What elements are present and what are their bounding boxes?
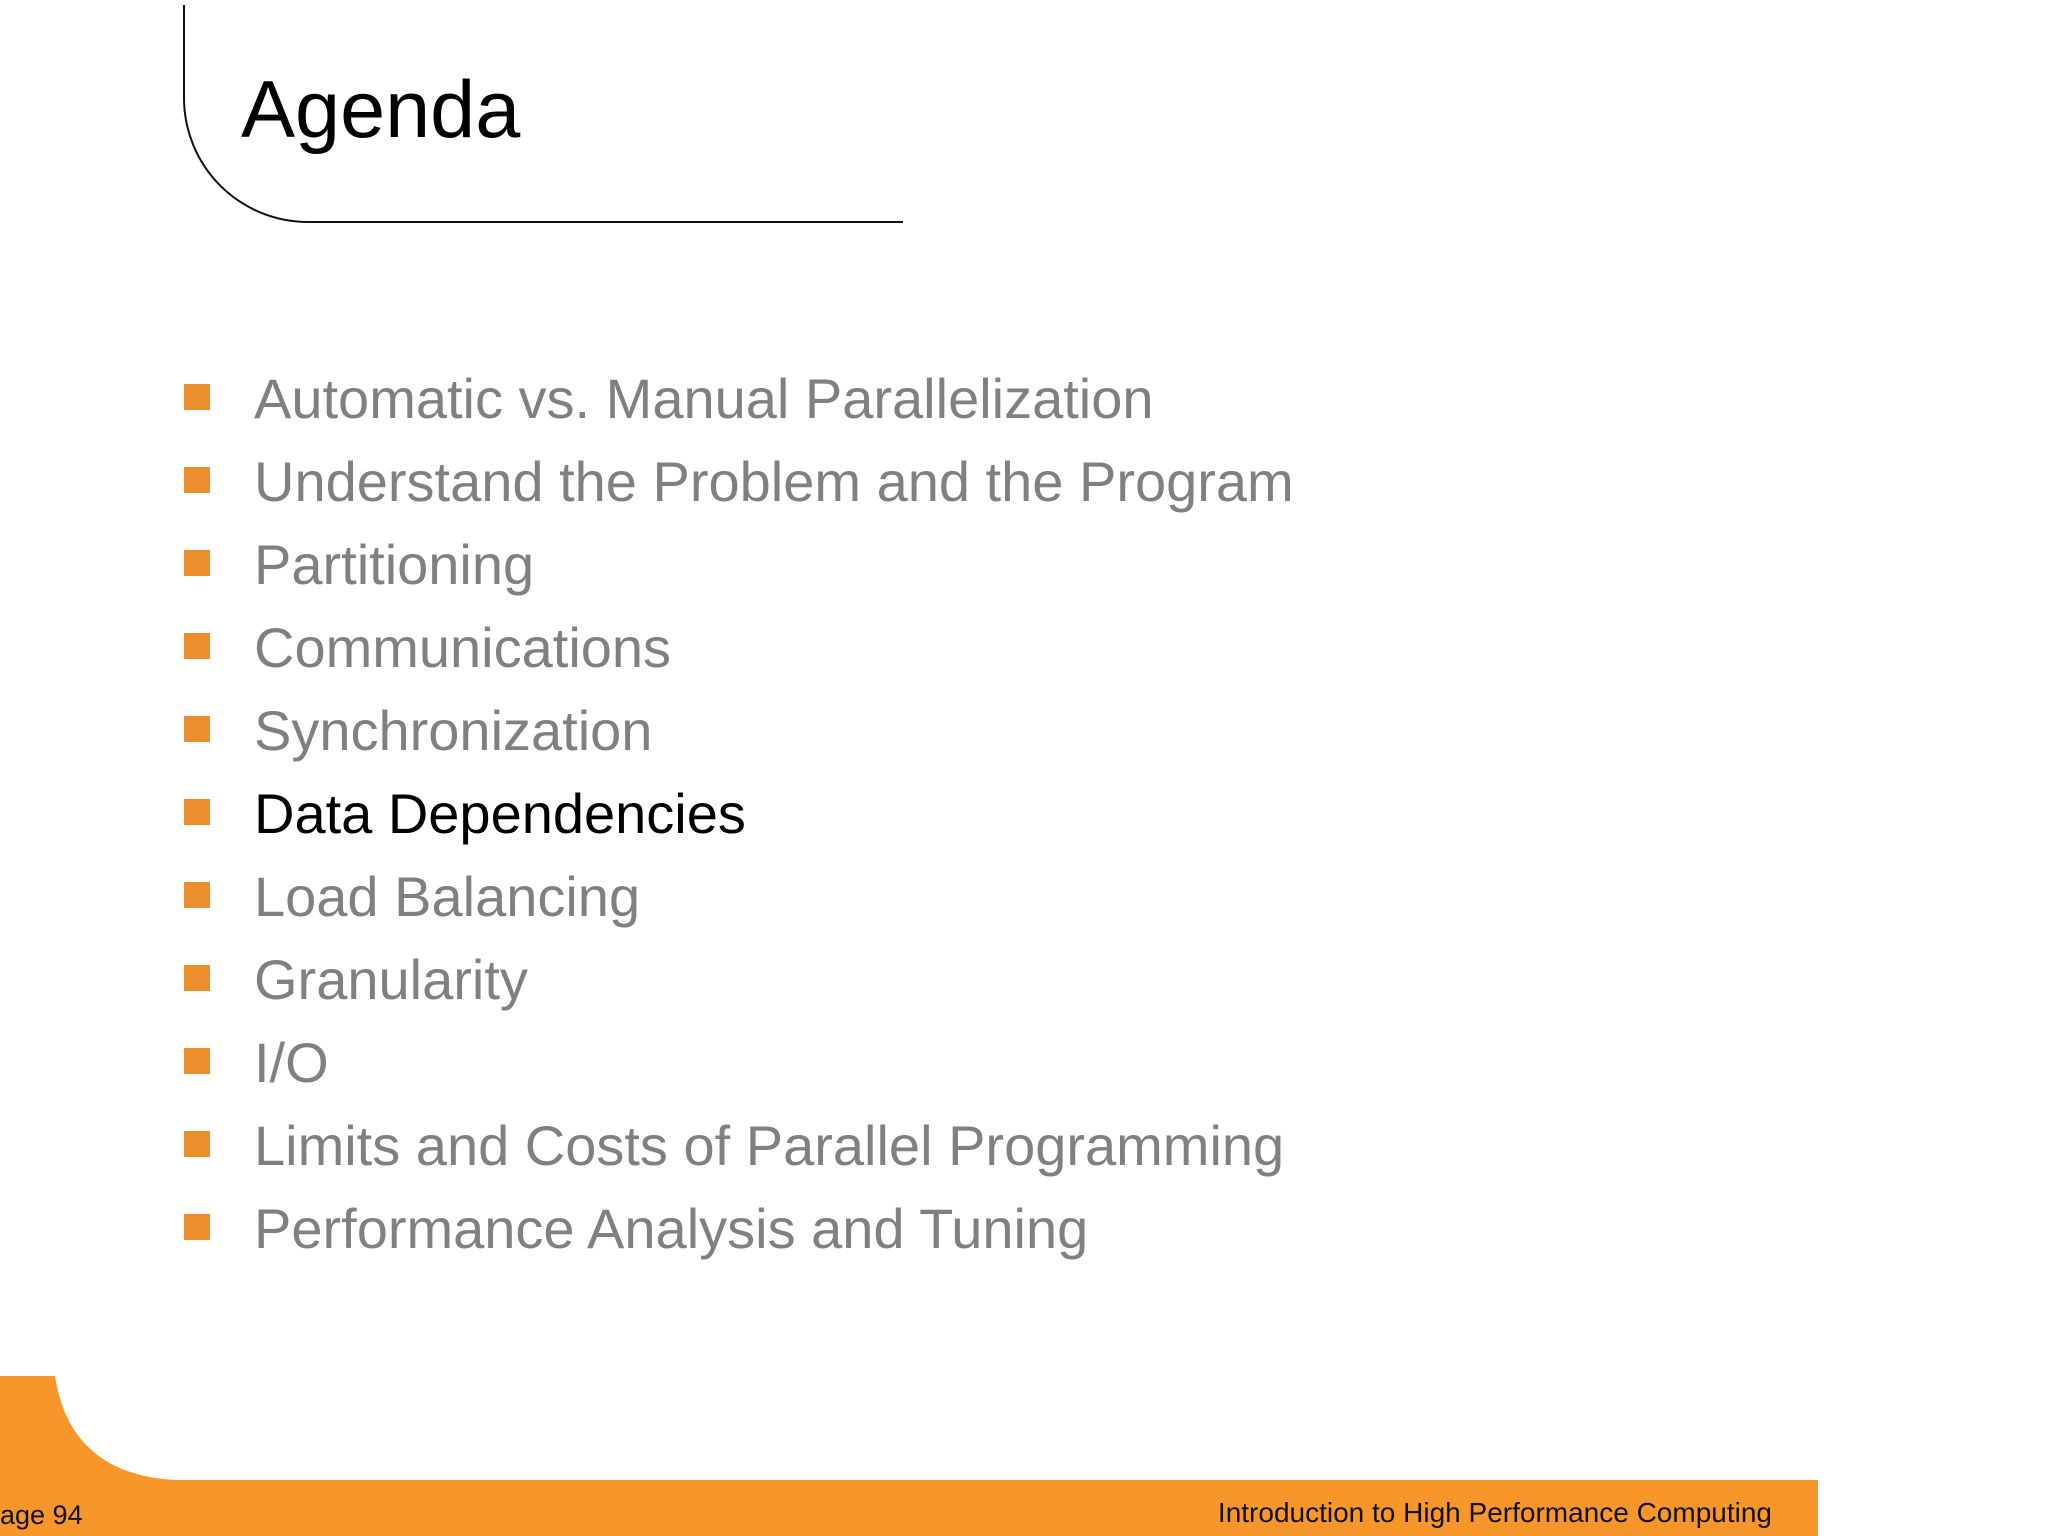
square-bullet-icon [184, 1048, 210, 1074]
page-number: age 94 [0, 1500, 83, 1530]
agenda-item-label: Load Balancing [254, 864, 641, 928]
square-bullet-icon [184, 633, 210, 659]
agenda-item [184, 523, 1294, 606]
agenda-item [184, 689, 1294, 772]
agenda-item-label: Data Dependencies [254, 781, 746, 845]
square-bullet-icon [184, 467, 210, 493]
footer-deck-title: Introduction to High Performance Computing [1217, 1497, 1772, 1528]
agenda-item-label: Partitioning [254, 532, 535, 596]
agenda-item-label: Limits and Costs of Parallel Programming [254, 1113, 1285, 1177]
square-bullet-icon [184, 1131, 210, 1157]
agenda-item-label: I/O [254, 1030, 329, 1094]
agenda-item [184, 440, 1294, 523]
agenda-item [184, 1187, 1294, 1270]
square-bullet-icon [184, 799, 210, 825]
agenda-item-label: Synchronization [254, 698, 653, 762]
agenda-item-label: Automatic vs. Manual Parallelization [254, 366, 1154, 430]
agenda-item [184, 1104, 1294, 1187]
slide-title: Agenda [241, 65, 521, 155]
agenda-item-label: Communications [254, 615, 672, 679]
agenda-item [184, 938, 1294, 1021]
agenda-item [184, 772, 1294, 855]
square-bullet-icon [184, 550, 210, 576]
square-bullet-icon [184, 1214, 210, 1240]
square-bullet-icon [184, 965, 210, 991]
square-bullet-icon [184, 384, 210, 410]
agenda-item-label: Understand the Problem and the Program [254, 449, 1294, 513]
agenda-item-label: Granularity [254, 947, 528, 1011]
agenda-item [184, 855, 1294, 938]
square-bullet-icon [184, 882, 210, 908]
agenda-item [184, 357, 1294, 440]
square-bullet-icon [184, 716, 210, 742]
agenda-item-label: Performance Analysis and Tuning [254, 1196, 1089, 1260]
agenda-list [184, 357, 1294, 1270]
agenda-item [184, 1021, 1294, 1104]
agenda-item [184, 606, 1294, 689]
